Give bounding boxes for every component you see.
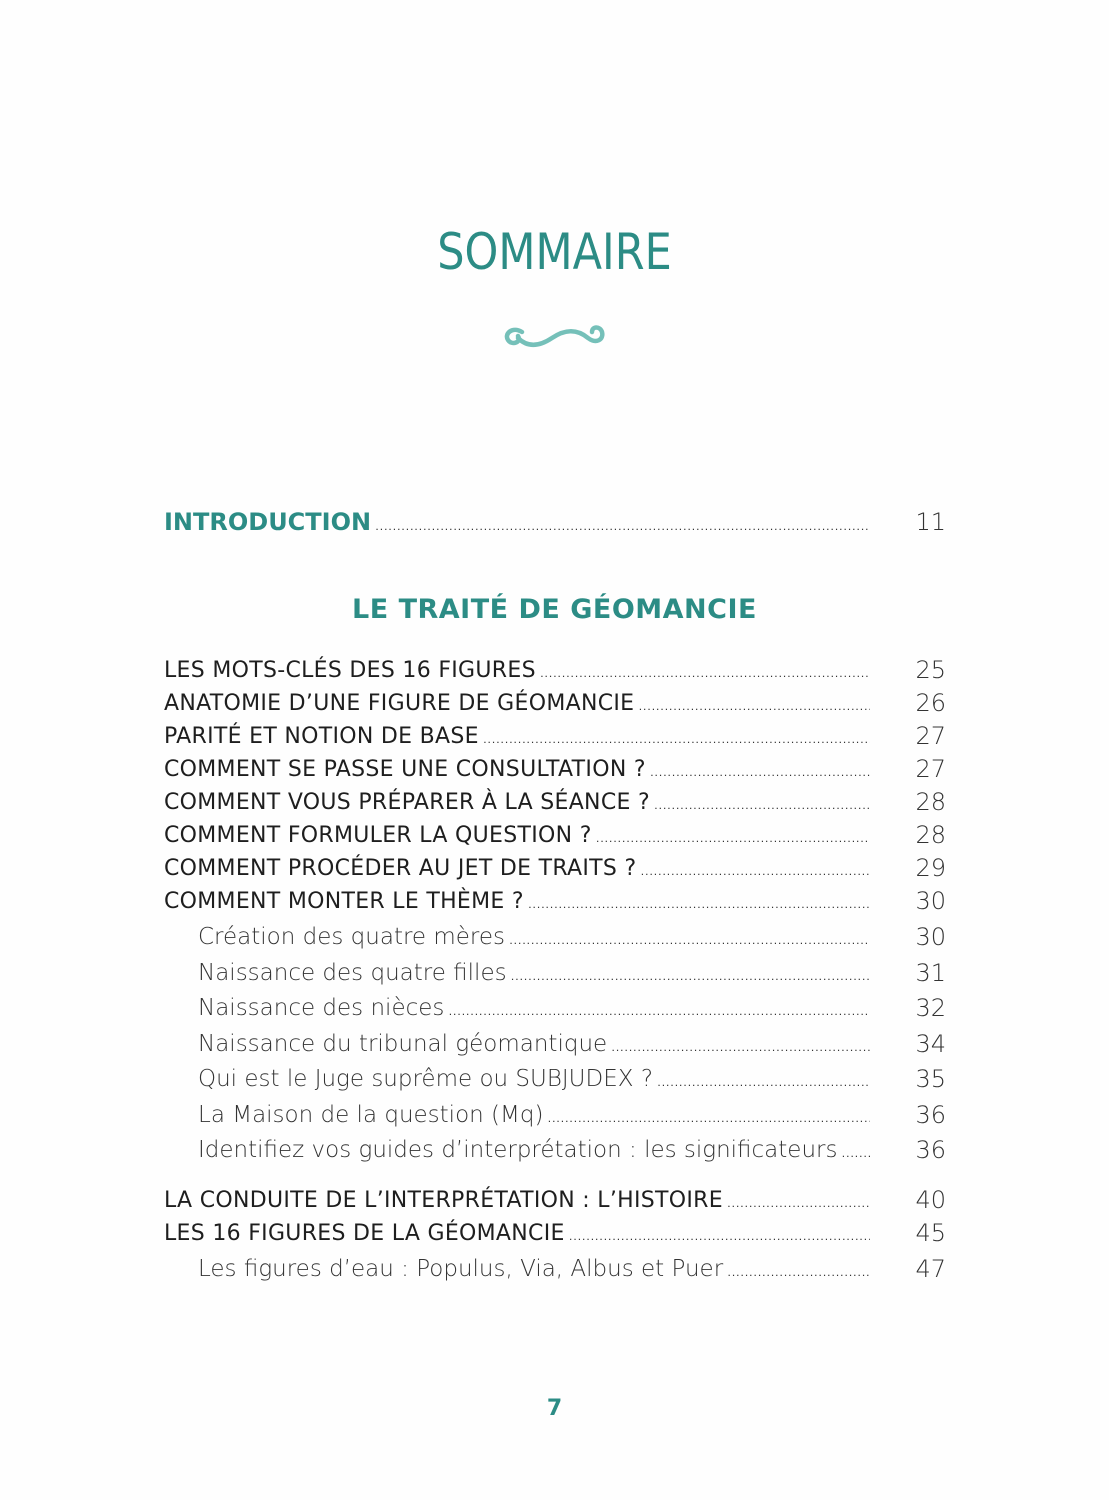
toc-entry-page: 28: [915, 821, 946, 849]
toc-entry[interactable]: [164, 884, 946, 918]
toc-entry-page: 27: [915, 722, 946, 750]
toc-entry-label: LES MOTS-CLÉS DES 16 FIGURES: [164, 658, 536, 683]
toc-entry[interactable]: [164, 719, 946, 753]
section-heading: LE TRAITÉ DE GÉOMANCIE: [352, 594, 757, 625]
toc-entry[interactable]: [164, 851, 946, 885]
toc-entry-label: LA CONDUITE DE L’INTERPRÉTATION : L’HISTOIRE: [164, 1188, 723, 1213]
toc-entry[interactable]: [164, 785, 946, 819]
toc-entry-page: 29: [915, 854, 946, 882]
toc-entry-label: ANATOMIE D’UNE FIGURE DE GÉOMANCIE: [164, 691, 635, 716]
toc-subentry-label: Naissance des nièces: [198, 995, 445, 1021]
toc-subentry-page: 47: [915, 1255, 946, 1283]
toc-entry[interactable]: [164, 1183, 946, 1217]
toc-subentry-page: 36: [915, 1136, 946, 1164]
toc-subentry-label: Naissance des quatre filles: [198, 960, 507, 986]
toc-subentry-page: 36: [915, 1101, 946, 1129]
page-title: SOMMAIRE: [437, 223, 672, 281]
toc-subentry[interactable]: [198, 1098, 946, 1132]
toc-subentry[interactable]: [198, 1252, 946, 1286]
toc-entry-label: COMMENT SE PASSE UNE CONSULTATION ?: [164, 757, 646, 782]
toc-entry-page: 27: [915, 755, 946, 783]
toc-entry-label: COMMENT PROCÉDER AU JET DE TRAITS ?: [164, 856, 637, 881]
toc-subentry[interactable]: [198, 1133, 946, 1167]
toc-subentry-page: 31: [915, 959, 946, 987]
toc-subentry-label: Naissance du tribunal géomantique: [198, 1031, 608, 1057]
toc-introduction-label: INTRODUCTION: [164, 508, 372, 536]
toc-entry-page: 26: [915, 689, 946, 717]
toc-subentry-label: Identifiez vos guides d’interprétation : les significateurs: [198, 1137, 838, 1163]
toc-subentry[interactable]: [198, 1027, 946, 1061]
toc-entry-page: 45: [915, 1219, 946, 1247]
toc-subentry-page: 35: [915, 1065, 946, 1093]
toc-introduction-page: 11: [915, 508, 946, 536]
toc-entry-label: COMMENT MONTER LE THÈME ?: [164, 889, 524, 914]
toc-subentry-label: La Maison de la question (Mq): [198, 1102, 544, 1128]
toc-entry[interactable]: [164, 1216, 946, 1250]
toc-subentry-page: 34: [915, 1030, 946, 1058]
page-number: 7: [546, 1396, 563, 1421]
toc-entry[interactable]: [164, 818, 946, 852]
toc-entry[interactable]: [164, 686, 946, 720]
toc-subentry-page: 32: [915, 994, 946, 1022]
toc-subentry-label: Création des quatre mères: [198, 924, 506, 950]
toc-entry-label: COMMENT FORMULER LA QUESTION ?: [164, 823, 592, 848]
toc-entry-label: COMMENT VOUS PRÉPARER À LA SÉANCE ?: [164, 790, 650, 815]
toc-subentry-page: 30: [915, 923, 946, 951]
toc-entry-page: 30: [915, 887, 946, 915]
toc-entry-label: LES 16 FIGURES DE LA GÉOMANCIE: [164, 1221, 565, 1246]
toc-entry-page: 28: [915, 788, 946, 816]
toc-entry-label: PARITÉ ET NOTION DE BASE: [164, 724, 479, 749]
toc-subentry-label: Qui est le Juge suprême ou SUBJUDEX ?: [198, 1066, 654, 1092]
toc-introduction-row[interactable]: [164, 504, 946, 540]
toc-entry[interactable]: [164, 752, 946, 786]
toc-subentry[interactable]: [198, 1062, 946, 1096]
toc-subentry-label: Les figures d’eau : Populus, Via, Albus et Puer: [198, 1256, 724, 1282]
toc-entry-page: 40: [915, 1186, 946, 1214]
swirl-ornament-icon: [500, 318, 608, 354]
toc-subentry[interactable]: [198, 991, 946, 1025]
toc-subentry[interactable]: [198, 920, 946, 954]
toc-entry-page: 25: [915, 656, 946, 684]
toc-subentry[interactable]: [198, 956, 946, 990]
toc-entry[interactable]: [164, 653, 946, 687]
